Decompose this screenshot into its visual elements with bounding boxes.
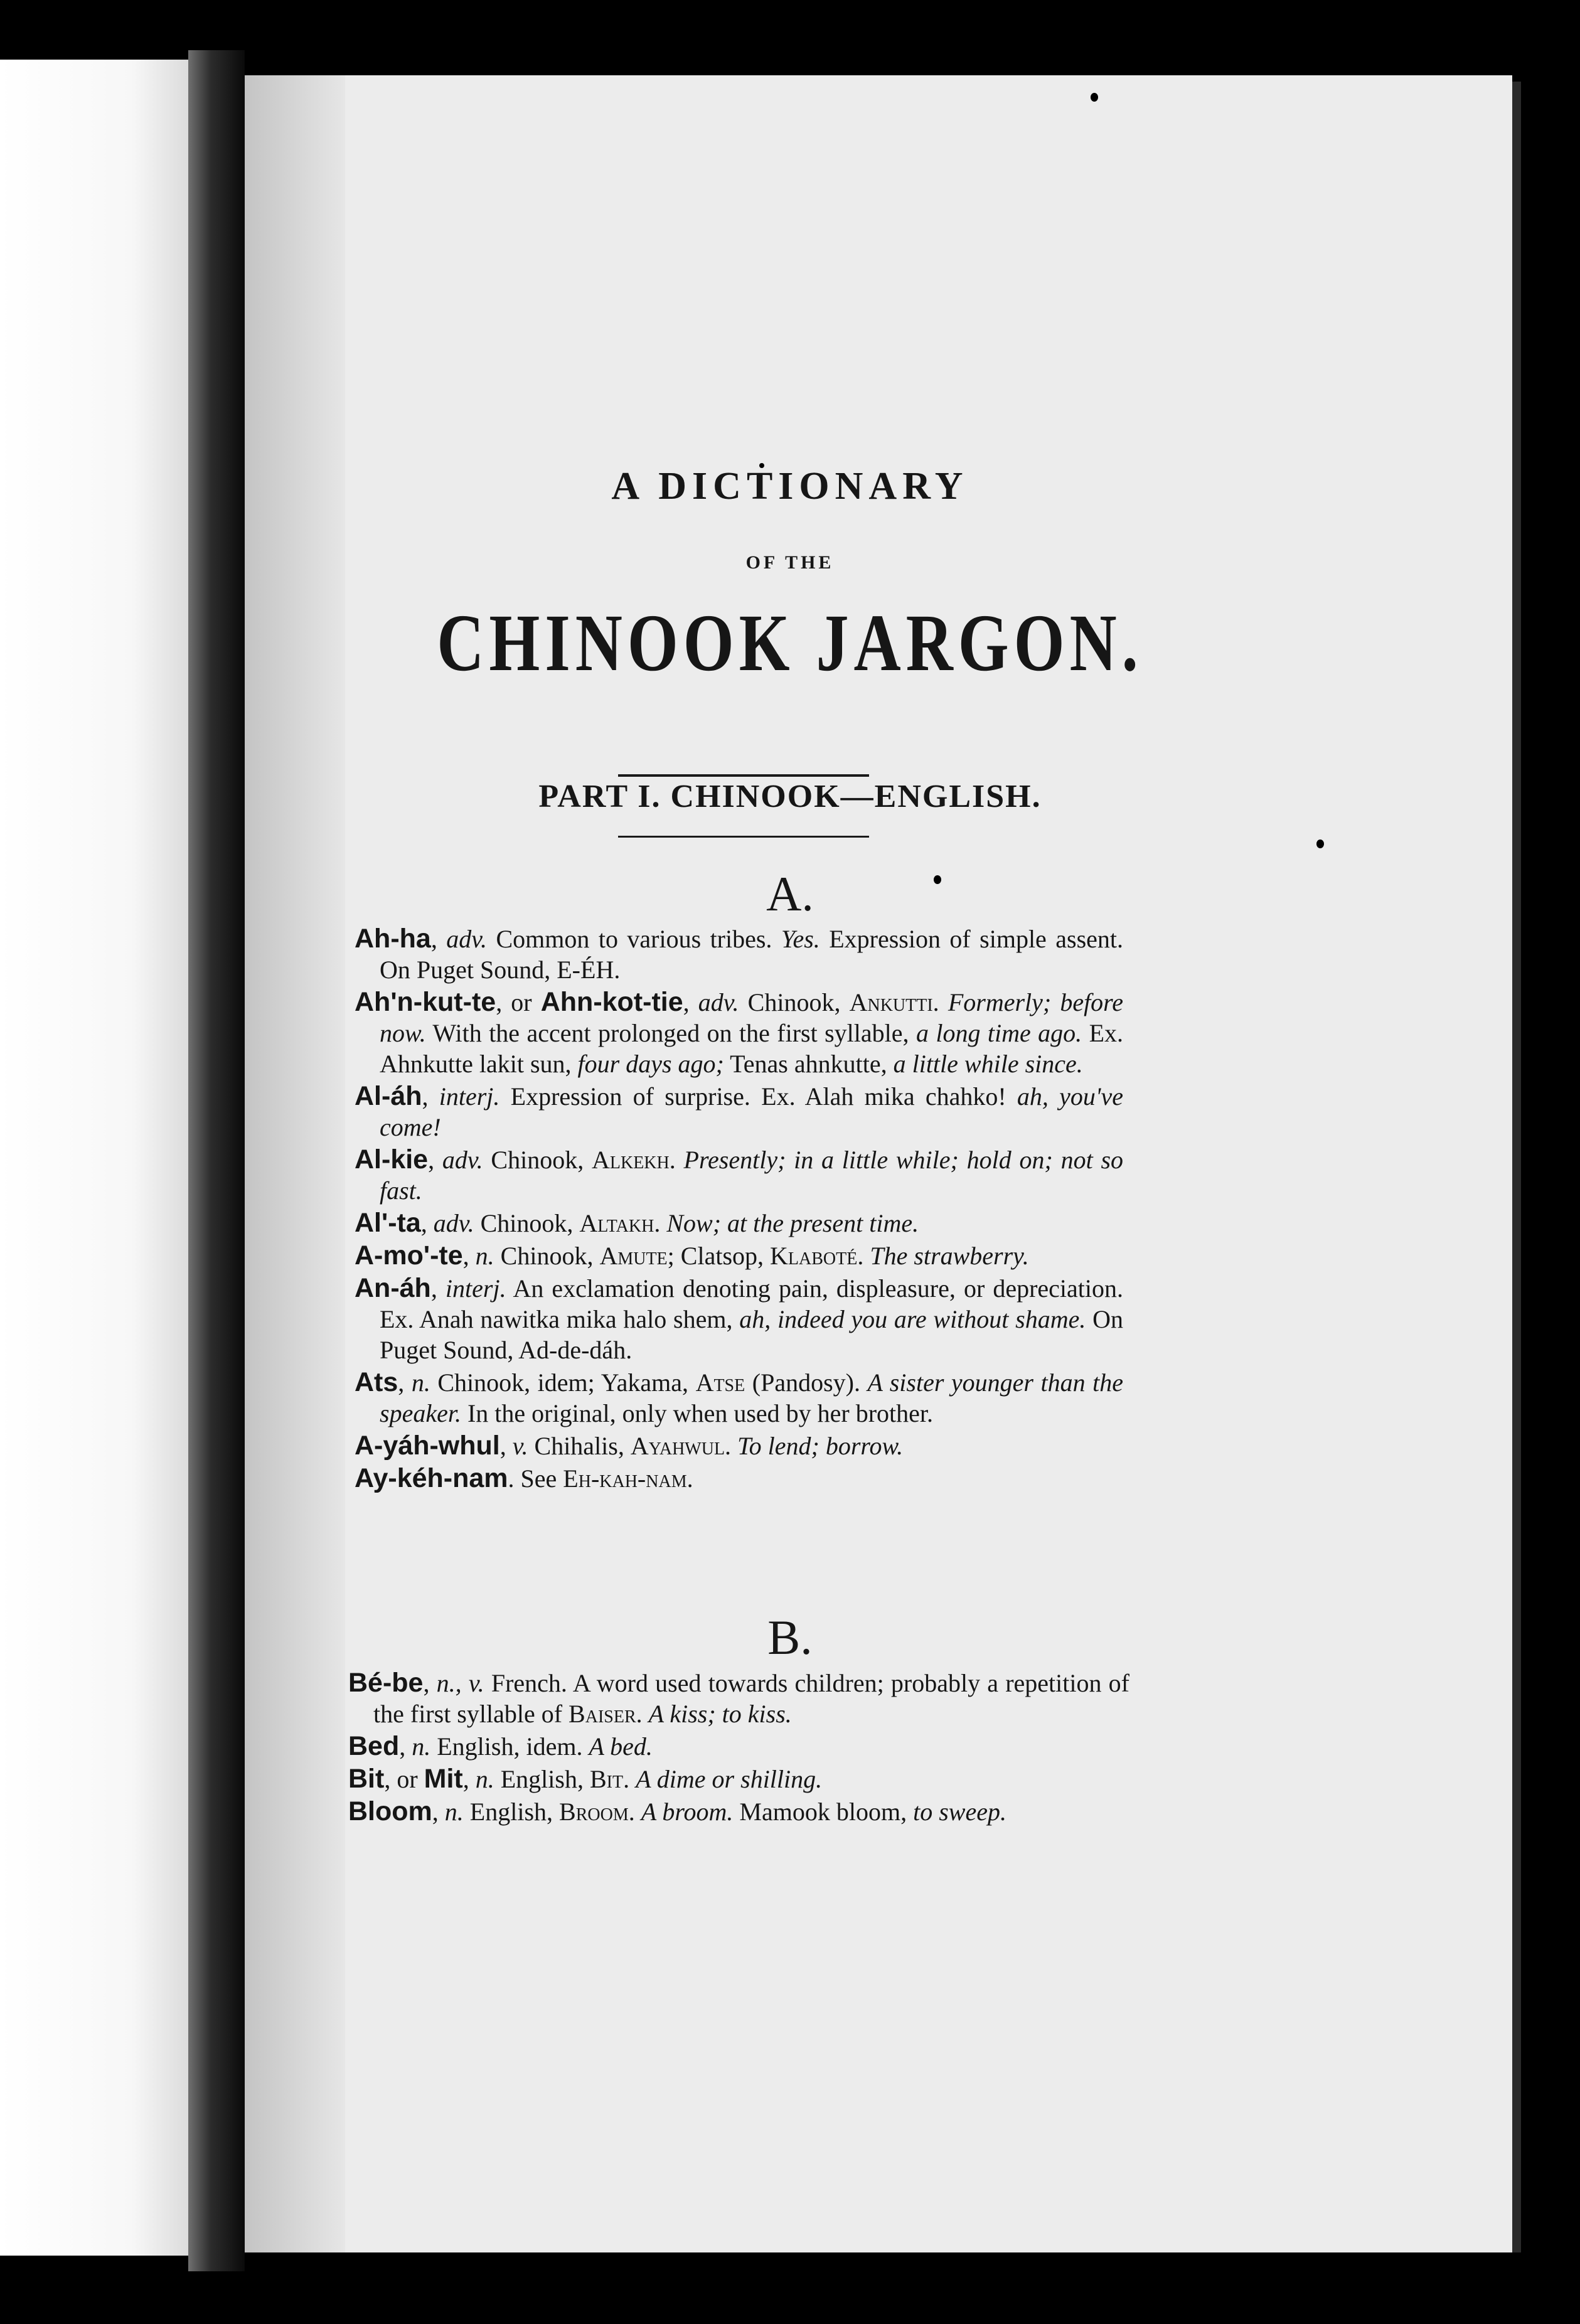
entry-text: Broom. <box>559 1798 635 1826</box>
entry-text: Mamook bloom, <box>733 1798 914 1826</box>
rule-above-part-title <box>618 774 869 777</box>
section-letter-b: B. <box>767 1610 813 1665</box>
entry-text: , <box>432 1798 445 1826</box>
entry-text: Presently; in a little while; hold on; not so fast. <box>380 1146 1124 1205</box>
dictionary-entry <box>355 1367 1123 1429</box>
entry-text: Chinook, <box>739 988 850 1016</box>
entry-text: A broom. <box>641 1798 734 1826</box>
entry-headword: Al'-ta <box>355 1208 421 1238</box>
entry-headword: Bloom <box>348 1796 432 1826</box>
entry-text: A bed. <box>589 1732 653 1761</box>
entry-text: Baiser. <box>568 1700 643 1728</box>
entry-text: ah, indeed you are without shame. <box>739 1305 1086 1333</box>
entry-text: a long time ago. <box>915 1019 1082 1047</box>
entry-text <box>676 1146 684 1174</box>
dictionary-entry <box>355 1431 1123 1461</box>
entry-text: adv. <box>433 1209 474 1237</box>
entry-text: Expression of surprise. Ex. Alah mika chahko! <box>499 1082 1017 1111</box>
entry-text: Formerly; before now. <box>380 988 1124 1047</box>
entry-text: An exclamation denoting pain, displeasure, or depreciation. Ex. Anah nawitka mika halo shem, <box>380 1274 1124 1333</box>
entry-text: (Pandosy). <box>745 1368 868 1397</box>
entry-text: Tenas ahnkutte, <box>723 1050 894 1078</box>
entry-text <box>629 1765 636 1793</box>
entry-text: With the accent prolonged on the first syllable, <box>425 1019 916 1047</box>
section-a-entries <box>355 924 1123 1496</box>
dictionary-entry <box>355 1463 1123 1494</box>
entry-text: Amute <box>599 1242 668 1270</box>
scan-speck <box>1316 840 1324 848</box>
entry-headword: Ats <box>355 1367 398 1397</box>
entry-headword: Mit <box>424 1764 463 1794</box>
entry-text: Atse <box>695 1368 745 1397</box>
entry-text: , <box>430 1274 446 1303</box>
entry-text: A sister younger than the speaker. <box>380 1368 1123 1427</box>
entry-text: , <box>428 1146 442 1174</box>
scan-speck <box>1091 93 1098 102</box>
dictionary-entry <box>355 1081 1123 1143</box>
dictionary-entry <box>348 1731 1129 1762</box>
entry-text: Common to various tribes. <box>487 925 781 953</box>
entry-text <box>863 1242 870 1270</box>
entry-headword: An-áh <box>355 1273 431 1303</box>
entry-text: to sweep. <box>913 1798 1006 1826</box>
entry-text: v. <box>512 1432 528 1460</box>
dictionary-entry <box>348 1764 1129 1794</box>
entry-headword: Ah-ha <box>355 924 431 954</box>
dictionary-entry <box>348 1796 1129 1827</box>
entry-text: ; Clatsop, <box>667 1242 771 1270</box>
entry-text: E-ÉH. <box>557 956 621 984</box>
entry-text: interj. <box>445 1274 506 1303</box>
dictionary-entry <box>355 1273 1123 1365</box>
entry-headword: A-mo'-te <box>355 1240 463 1271</box>
entry-text: A kiss; to kiss. <box>648 1700 792 1728</box>
entry-text: Altakh. <box>579 1209 661 1237</box>
section-b-entries <box>348 1668 1129 1829</box>
dictionary-entry <box>355 1144 1123 1206</box>
entry-text: Ex. Ahnkutte lakit sun, <box>380 1019 1123 1078</box>
entry-text: , <box>399 1732 412 1761</box>
entry-text: Chinook, <box>483 1146 592 1174</box>
entry-text: , <box>398 1368 412 1397</box>
entry-text <box>731 1432 737 1460</box>
entry-text: , <box>430 925 447 953</box>
entry-text: Klaboté. <box>770 1242 864 1270</box>
entry-text: Chihalis, <box>528 1432 631 1460</box>
entry-text: n. <box>412 1732 431 1761</box>
entry-text <box>939 988 948 1016</box>
entry-headword: A-yáh-whul <box>355 1431 500 1461</box>
left-facing-page <box>0 60 188 2256</box>
part-title: PART I. CHINOOK—ENGLISH. <box>538 779 1042 814</box>
entry-text: The strawberry. <box>870 1242 1029 1270</box>
entry-text: n. <box>444 1798 464 1826</box>
rule-below-part-title <box>618 836 869 838</box>
entry-text <box>643 1700 649 1728</box>
entry-text: In the original, only when used by her brother. <box>461 1399 934 1427</box>
entry-text: , <box>422 1082 439 1111</box>
entry-text <box>635 1798 641 1826</box>
entry-text: , or <box>496 988 541 1016</box>
title-line-dictionary: A DICTIONARY <box>611 465 969 508</box>
entry-text: , <box>423 1669 437 1697</box>
entry-text: Yes. <box>781 925 820 953</box>
title-line-of-the: OF THE <box>745 552 835 573</box>
entry-text: ah, you've come! <box>380 1082 1123 1141</box>
entry-headword: Bed <box>348 1731 400 1761</box>
entry-text: n. <box>411 1368 430 1397</box>
dictionary-entry <box>355 1240 1123 1271</box>
entry-headword: Al-áh <box>355 1081 422 1111</box>
dictionary-entry <box>355 924 1123 985</box>
entry-text: Chinook, <box>474 1209 580 1237</box>
entry-text: English, idem. <box>430 1732 589 1761</box>
dictionary-entry <box>355 1208 1123 1239</box>
entry-text: English, <box>463 1798 560 1826</box>
entry-headword: Bé-be <box>348 1668 424 1698</box>
entry-text: Ankutti. <box>849 988 939 1016</box>
entry-text: a little while since. <box>893 1050 1083 1078</box>
entry-text: , <box>462 1765 476 1793</box>
entry-text: . See <box>508 1464 563 1493</box>
entry-text: French. A word used towards children; probably a repetition of the first syllable of <box>373 1669 1129 1728</box>
entry-text: , <box>499 1432 513 1460</box>
entry-text: Chinook, idem; Yakama, <box>430 1368 696 1397</box>
entry-text: four days ago; <box>577 1050 724 1078</box>
book-gutter <box>188 50 245 2271</box>
entry-text: , <box>420 1209 434 1237</box>
entry-text: Now; at the present time. <box>666 1209 919 1237</box>
entry-text: n. <box>475 1242 494 1270</box>
dictionary-entry <box>355 987 1123 1079</box>
entry-text <box>660 1209 666 1237</box>
entry-text: n. <box>475 1765 494 1793</box>
entry-text: Chinook, <box>494 1242 600 1270</box>
entry-headword: Al-kie <box>355 1144 429 1175</box>
entry-text: English, <box>494 1765 590 1793</box>
dictionary-entry <box>348 1668 1129 1729</box>
section-letter-a: A. <box>766 866 814 921</box>
entry-text: adv. <box>446 925 488 953</box>
entry-text: , or <box>384 1765 424 1793</box>
entry-text: interj. <box>439 1082 500 1111</box>
entry-text: adv. <box>698 988 739 1016</box>
entry-text: , <box>462 1242 476 1270</box>
entry-text: Ayahwul. <box>630 1432 732 1460</box>
title-line-chinook-jargon: CHINOOK JARGON. <box>437 598 1143 688</box>
entry-headword: Ahn-kot-tie <box>540 987 683 1017</box>
entry-headword: Ay-kéh-nam <box>355 1463 508 1493</box>
entry-text: To lend; borrow. <box>737 1432 904 1460</box>
entry-headword: Ah'n-kut-te <box>355 987 496 1017</box>
entry-text: adv. <box>442 1146 483 1174</box>
entry-text: Alkekh. <box>591 1146 676 1174</box>
entry-headword: Bit <box>348 1764 385 1794</box>
entry-text: On Puget Sound, Ad-de-dáh. <box>380 1305 1124 1364</box>
entry-text: n., v. <box>436 1669 484 1697</box>
entry-text: Expression of simple assent. On Puget Sound, <box>380 925 1124 984</box>
entry-text: A dime or shilling. <box>636 1765 823 1793</box>
entry-text: Bit. <box>589 1765 630 1793</box>
page-right-edge <box>1512 82 1521 2252</box>
entry-text: Eh-kah-nam. <box>563 1464 693 1493</box>
entry-text: , <box>683 988 698 1016</box>
page-shadow <box>245 75 345 2252</box>
